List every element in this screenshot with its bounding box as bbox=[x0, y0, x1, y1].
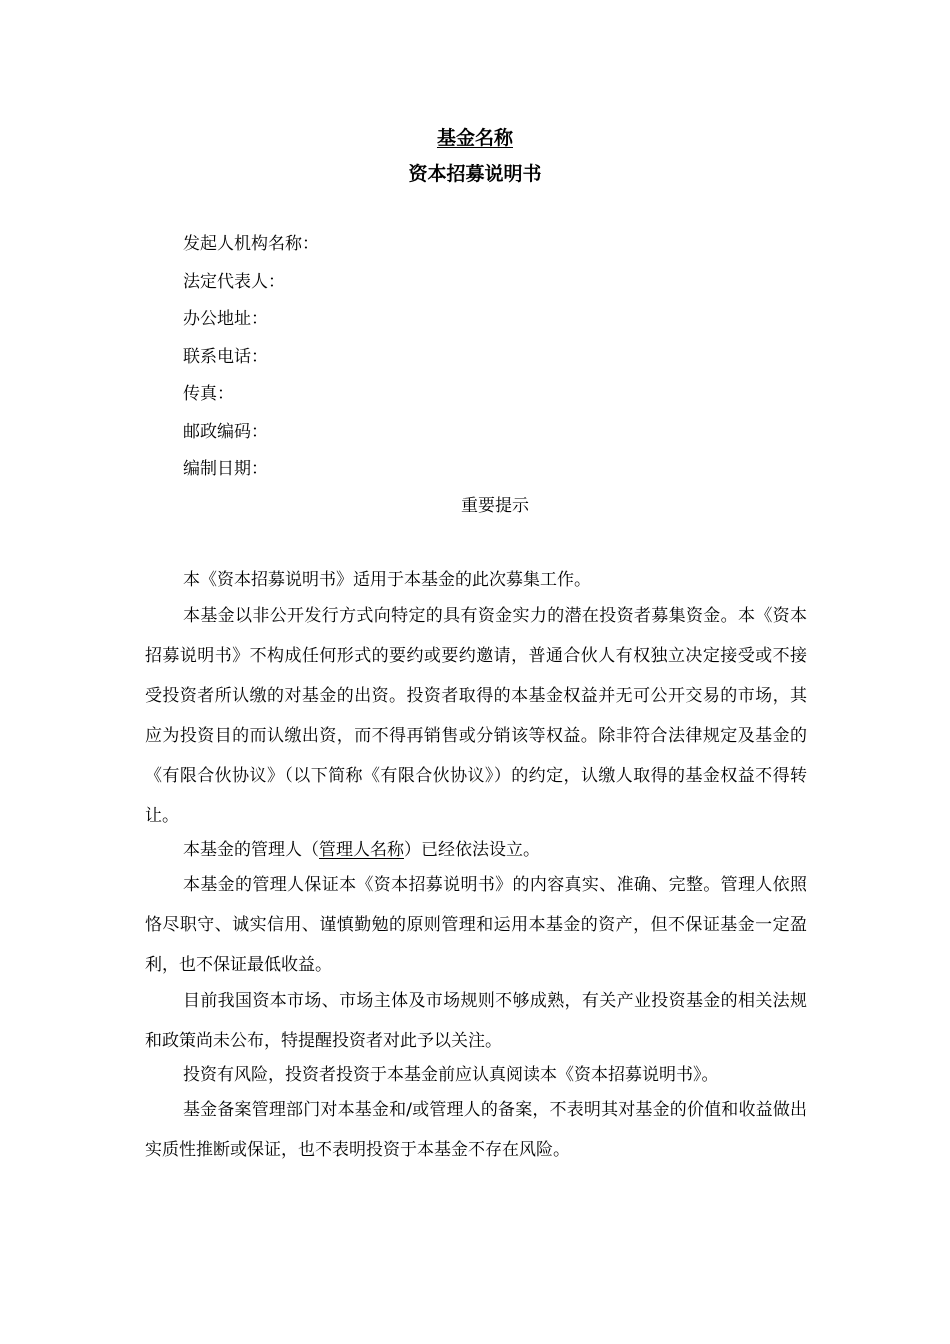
field-sponsor-org-name: 发起人机构名称： bbox=[183, 234, 319, 254]
sponsor-info-fields bbox=[183, 226, 803, 489]
field-legal-representative: 法定代表人： bbox=[183, 271, 285, 292]
field-compile-date: 编制日期： bbox=[183, 459, 268, 479]
manager-prefix: 本基金的管理人（ bbox=[183, 840, 319, 860]
notice-paragraph-2: 本基金以非公开发行方式向特定的具有资金实力的潜在投资者募集资金。本《资本招募说明书》不构成任何形式的要约或要约邀请，普通合伙人有权独立决定接受或不接受投资者所认缴的对基金的出资。投资者取得的本基金权益并无可公开交易的市场，其应为投资目的而认缴出资，而不得再销售或分销该等权益。除非符合法律规定及基金的《有限合伙协议》（以下简称《有限合伙协议》）的约定，认缴人取得的基金权益不得转让。 bbox=[145, 606, 807, 826]
fund-name-text: 基金名称 bbox=[436, 127, 513, 149]
document-title: 资本招募说明书 bbox=[408, 163, 542, 185]
notice-paragraph-1: 本《资本招募说明书》适用于本基金的此次募集工作。 bbox=[183, 570, 591, 590]
manager-suffix: ）已经依法设立。 bbox=[404, 840, 540, 860]
field-fax: 传真： bbox=[183, 384, 234, 404]
notice-paragraph-7: 基金备案管理部门对本基金和/或管理人的备案，不表明其对基金的价值和收益做出实质性推断或保证，也不表明投资于本基金不存在风险。 bbox=[145, 1100, 807, 1160]
field-contact-phone: 联系电话： bbox=[183, 346, 268, 367]
important-notice-heading: 重要提示 bbox=[461, 496, 529, 516]
notice-paragraph-5: 目前我国资本市场、市场主体及市场规则不够成熟，有关产业投资基金的相关法规和政策尚未公布，特提醒投资者对此予以关注。 bbox=[145, 991, 807, 1051]
fund-name-title bbox=[0, 120, 950, 156]
manager-name: 管理人名称 bbox=[319, 840, 404, 860]
notice-body bbox=[145, 560, 807, 1170]
notice-paragraph-3 bbox=[145, 832, 807, 869]
notice-paragraph-4: 本基金的管理人保证本《资本招募说明书》的内容真实、准确、完整。管理人依照恪尽职守、诚实信用、谨慎勤勉的原则管理和运用本基金的资产，但不保证基金一定盈利，也不保证最低收益。 bbox=[145, 875, 807, 975]
field-office-address: 办公地址： bbox=[183, 309, 268, 329]
notice-paragraph-6: 投资有风险，投资者投资于本基金前应认真阅读本《资本招募说明书》。 bbox=[183, 1065, 719, 1085]
field-postal-code: 邮政编码： bbox=[183, 421, 268, 442]
title-block bbox=[0, 120, 950, 192]
